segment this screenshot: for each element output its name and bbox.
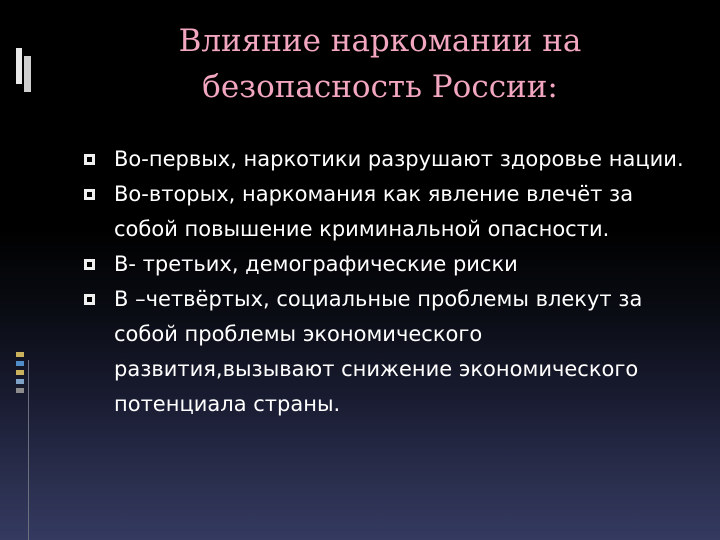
- decorative-vertical-line: [28, 360, 29, 540]
- bullet-text: В- третьих, демографические риски: [114, 252, 518, 276]
- bullet-text: Во-вторых, наркомания как явление влечёт за собой повышение криминальной опасности.: [114, 182, 634, 241]
- bullet-item: [84, 282, 684, 422]
- bullet-item: [84, 142, 684, 177]
- stripe-blue: [16, 361, 24, 366]
- bullet-item: [84, 247, 684, 282]
- stripe-gold: [16, 370, 24, 375]
- square-bullet-icon: [84, 189, 95, 200]
- stripe-gray: [16, 388, 24, 393]
- bullet-text: В –четвёртых, социальные проблемы влекут за собой проблемы экономического развития,вызывают снижение экономического потенциала страны.: [114, 287, 643, 416]
- title-accent-bar: [16, 48, 22, 84]
- decorative-stripes: [16, 352, 24, 400]
- bullet-list: [84, 142, 684, 422]
- bullet-item: [84, 177, 684, 247]
- square-bullet-icon: [84, 294, 95, 305]
- stripe-light-blue: [16, 379, 24, 384]
- stripe-gold: [16, 352, 24, 357]
- slide-title-line-2: безопасность России:: [202, 69, 558, 105]
- bullet-text: Во-первых, наркотики разрушают здоровье нации.: [114, 147, 684, 171]
- title-accent-bar-secondary: [24, 56, 31, 92]
- slide-title: [60, 18, 700, 110]
- square-bullet-icon: [84, 259, 95, 270]
- slide-title-line-1: Влияние наркомании на: [178, 23, 582, 59]
- square-bullet-icon: [84, 154, 95, 165]
